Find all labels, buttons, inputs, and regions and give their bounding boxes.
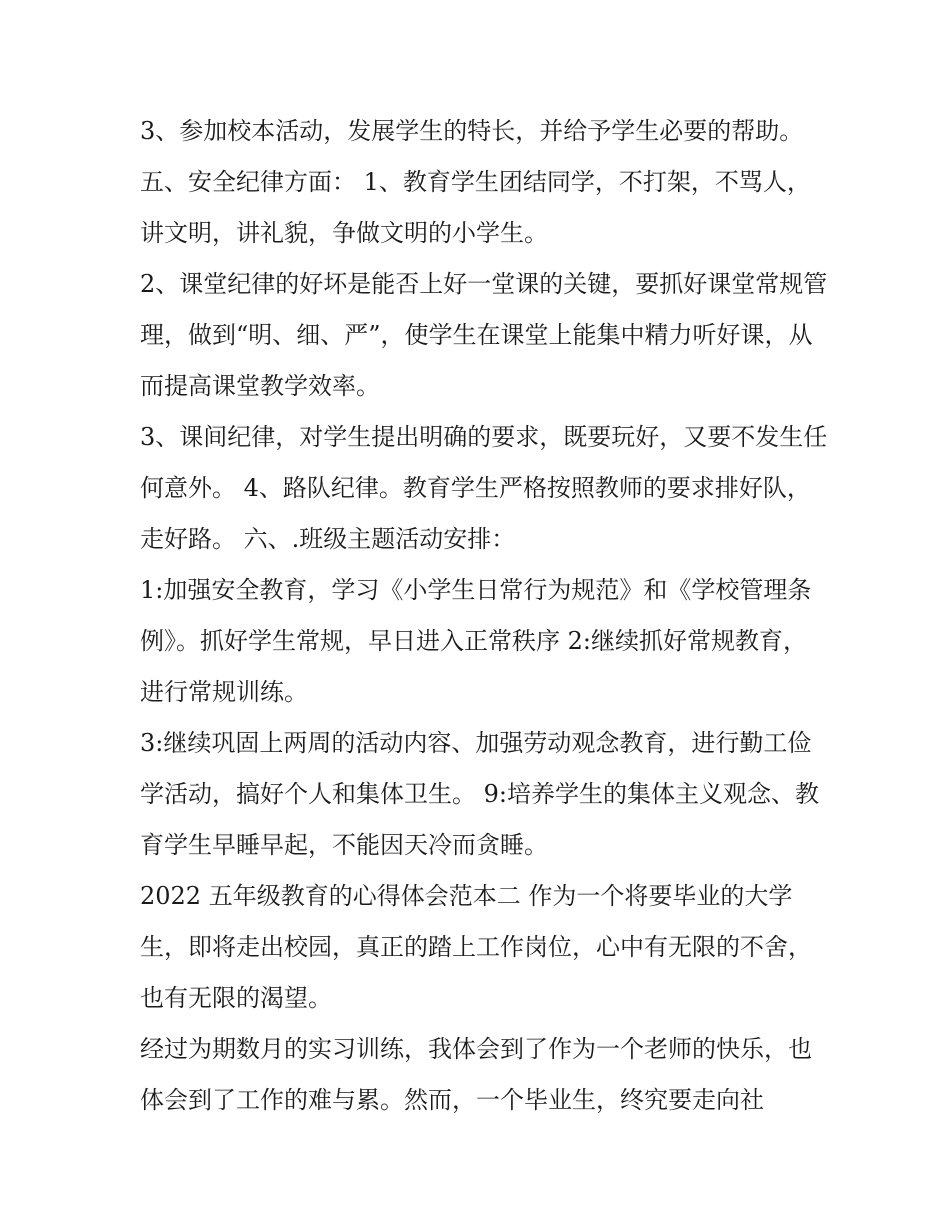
paragraph-1: 3、参加校本活动，发展学生的特长，并给予学生必要的帮助。 五、安全纪律方面： 1、教育学生团结同学，不打架，不骂人，讲文明，讲礼貌，争做文明的小学生。: [140, 117, 811, 247]
paragraph-7: 经过为期数月的实习训练，我体会到了作为一个老师的快乐，也体会到了工作的难与累。然而，一个毕业生，终究要走向社: [140, 1035, 812, 1114]
paragraph-4: 1:加强安全教育，学习《小学生日常行为规范》和《学校管理条例》。抓好学生常规，早日进入正常秩序 2:继续抓好常规教育，进行常规训练。: [140, 576, 812, 706]
paragraph-2: 2、课堂纪律的好坏是能否上好一堂课的关键，要抓好课堂常规管理，做到“明、细、严”，使学生在课堂上能集中精力听好课，从而提高课堂教学效率。: [140, 270, 828, 400]
paragraph-6: 2022 五年级教育的心得体会范本二 作为一个将要毕业的大学生，即将走出校园，真正的踏上工作岗位，心中有无限的不舍，也有无限的渴望。: [140, 882, 812, 1012]
document-body: [140, 106, 830, 1126]
paragraph-5: 3:继续巩固上两周的活动内容、加强劳动观念教育，进行勤工俭学活动，搞好个人和集体卫生。 9:培养学生的集体主义观念、教育学生早睡早起，不能因天冷而贪睡。: [140, 729, 819, 859]
paragraph-3: 3、课间纪律，对学生提出明确的要求，既要玩好，又要不发生任何意外。 4、路队纪律。教育学生严格按照教师的要求排好队，走好路。 六、.班级主题活动安排：: [140, 423, 828, 553]
